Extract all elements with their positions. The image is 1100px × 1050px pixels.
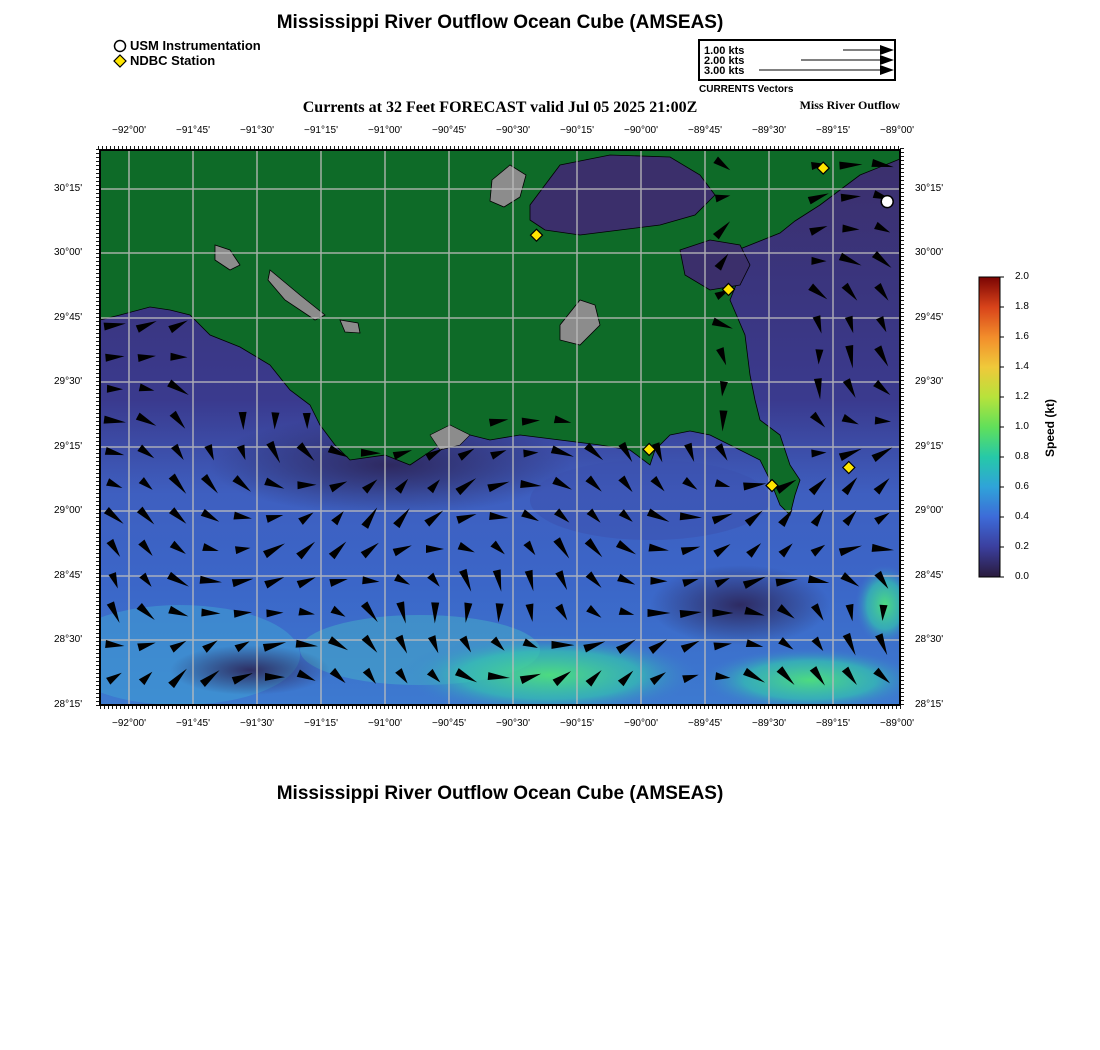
lat-label-right-8: 28°30' (915, 634, 944, 645)
lon-label-top-12: −89°15' (816, 125, 850, 136)
speed-colorbar (976, 274, 1006, 580)
lat-label-left-5: 29°15' (54, 441, 83, 452)
lon-label-bottom-9: −90°00' (624, 718, 658, 729)
current-map (90, 135, 920, 735)
lat-label-left-7: 28°45' (54, 570, 83, 581)
lat-label-right-2: 30°00' (915, 247, 944, 258)
vector-scale-label-1: 1.00 kts (704, 45, 745, 57)
lat-label-right-1: 30°15' (915, 183, 944, 194)
colorbar-tick-11: 0.0 (1015, 571, 1029, 582)
lat-label-left-9: 28°15' (54, 699, 83, 710)
lon-label-bottom-11: −89°30' (752, 718, 786, 729)
vector-scale-label-2: 2.00 kts (704, 55, 745, 67)
lon-label-top-11: −89°30' (752, 125, 786, 136)
lat-label-right-5: 29°15' (915, 441, 944, 452)
lon-label-bottom-6: −90°45' (432, 718, 466, 729)
vector-scale-arrow-2 (801, 55, 894, 65)
map-content (90, 150, 920, 715)
lon-label-bottom-1: −92°00' (112, 718, 146, 729)
lon-label-top-9: −90°00' (624, 125, 658, 136)
lat-label-left-3: 29°45' (54, 312, 83, 323)
lon-label-top-10: −89°45' (688, 125, 722, 136)
colorbar-tick-8: 0.6 (1015, 481, 1029, 492)
lat-label-right-7: 28°45' (915, 570, 944, 581)
lon-label-bottom-12: −89°15' (816, 718, 850, 729)
lon-label-top-4: −91°15' (304, 125, 338, 136)
lat-label-left-6: 29°00' (54, 505, 83, 516)
lon-label-bottom-8: −90°15' (560, 718, 594, 729)
lon-label-bottom-10: −89°45' (688, 718, 722, 729)
lon-label-top-1: −92°00' (112, 125, 146, 136)
lon-label-top-5: −91°00' (368, 125, 402, 136)
lon-label-top-7: −90°30' (496, 125, 530, 136)
legend-usm (113, 38, 261, 53)
lat-label-right-3: 29°45' (915, 312, 944, 323)
colorbar-tick-5: 1.2 (1015, 391, 1029, 402)
lat-label-left-8: 28°30' (54, 634, 83, 645)
lon-label-top-3: −91°30' (240, 125, 274, 136)
colorbar-tick-7: 0.8 (1015, 451, 1029, 462)
ndbc-diamond-icon (113, 54, 127, 68)
colorbar-tick-2: 1.8 (1015, 301, 1029, 312)
vector-scale-box (698, 39, 896, 81)
lat-label-right-6: 29°00' (915, 505, 944, 516)
vectors-caption: CURRENTS Vectors (699, 84, 794, 95)
colorbar-tick-6: 1.0 (1015, 421, 1029, 432)
lon-label-bottom-4: −91°15' (304, 718, 338, 729)
lon-label-bottom-7: −90°30' (496, 718, 530, 729)
legend-usm-label: USM Instrumentation (130, 38, 261, 53)
lon-label-top-13: −89°00' (880, 125, 914, 136)
footer-title: Mississippi River Outflow Ocean Cube (AMSEAS) (276, 783, 724, 804)
lon-label-bottom-13: −89°00' (880, 718, 914, 729)
lat-label-left-4: 29°30' (54, 376, 83, 387)
usm-station-marker (881, 196, 893, 208)
lat-label-right-9: 28°15' (915, 699, 944, 710)
lon-label-bottom-2: −91°45' (176, 718, 210, 729)
lat-label-right-4: 29°30' (915, 376, 944, 387)
lon-label-bottom-5: −91°00' (368, 718, 402, 729)
vector-scale-arrows (700, 41, 896, 81)
legend-ndbc-label: NDBC Station (130, 53, 216, 68)
colorbar-tick-3: 1.6 (1015, 331, 1029, 342)
colorbar-tick-1: 2.0 (1015, 271, 1029, 282)
map-subtitle: Currents at 32 Feet FORECAST valid Jul 05 2025 21:00Z (302, 99, 698, 116)
lon-label-bottom-3: −91°30' (240, 718, 274, 729)
colorbar-tick-4: 1.4 (1015, 361, 1029, 372)
colorbar-tick-9: 0.4 (1015, 511, 1029, 522)
colorbar-label: Speed (kt) (1043, 398, 1057, 458)
lon-label-top-6: −90°45' (432, 125, 466, 136)
vector-scale-arrow-3 (759, 65, 894, 75)
legend-ndbc (113, 53, 215, 68)
region-label: Miss River Outflow (799, 98, 900, 112)
vector-scale-label-3: 3.00 kts (704, 65, 745, 77)
usm-circle-icon (113, 39, 127, 53)
lat-label-left-1: 30°15' (54, 183, 83, 194)
lat-label-left-2: 30°00' (54, 247, 83, 258)
page-title: Mississippi River Outflow Ocean Cube (AMSEAS) (276, 12, 724, 33)
lon-label-top-2: −91°45' (176, 125, 210, 136)
colorbar-tick-10: 0.2 (1015, 541, 1029, 552)
lon-label-top-8: −90°15' (560, 125, 594, 136)
vector-scale-arrow-1 (843, 45, 894, 55)
